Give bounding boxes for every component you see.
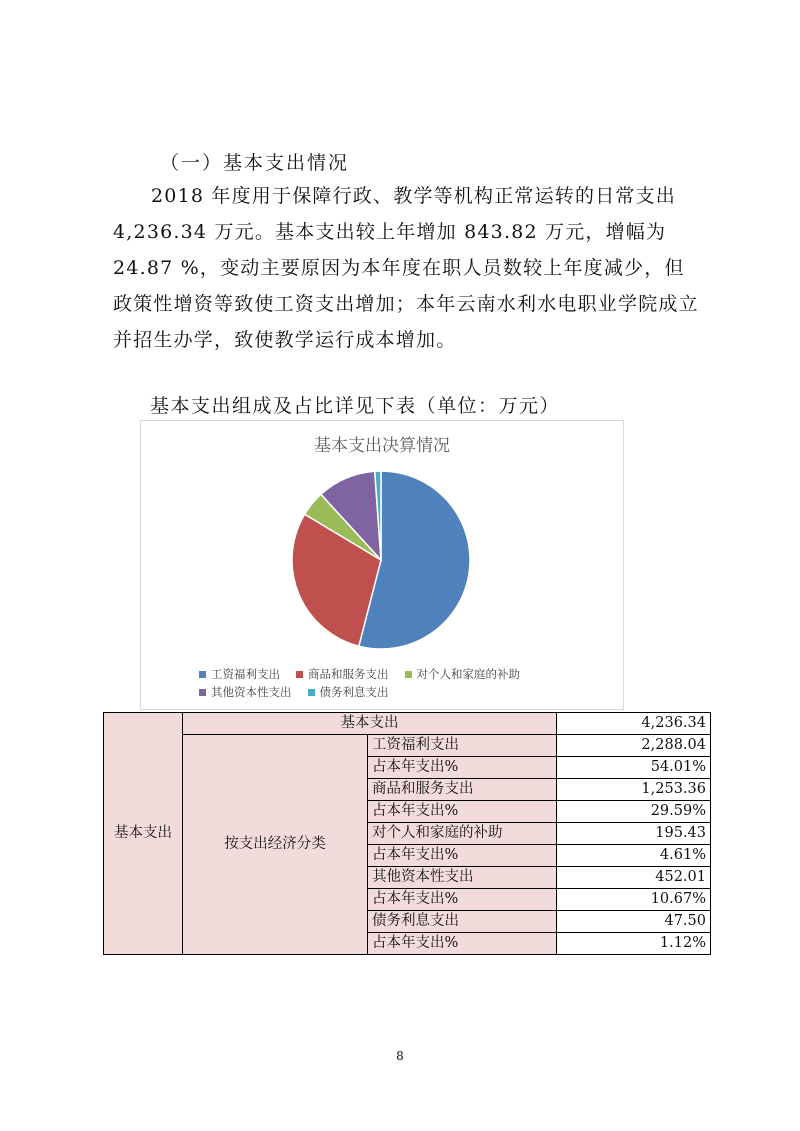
table-row xyxy=(104,735,711,757)
item-value-cell: 1,253.36 xyxy=(557,779,711,801)
total-value-cell: 4,236.34 xyxy=(557,713,711,735)
legend-swatch xyxy=(308,689,315,696)
item-label-cell: 债务利息支出 xyxy=(368,911,557,933)
item-value-cell: 10.67% xyxy=(557,889,711,911)
item-label-cell: 占本年支出% xyxy=(368,845,557,867)
item-value-cell: 4.61% xyxy=(557,845,711,867)
paragraph-text: 2018 年度用于保障行政、教学等机构正常运转的日常支出 4,236.34 万元。基本支出较上年增加 843.82 万元，增幅为 24.87 %，变动主要原因为本年度在职人员数较上年度减少，但政策性增资等致使工资支出增加；本年云南水利水电职业学院成立并招生办学，致使教学运行成本增加。 xyxy=(113,185,699,351)
legend-swatch xyxy=(199,689,206,696)
table-row xyxy=(104,713,711,735)
item-value-cell: 54.01% xyxy=(557,757,711,779)
item-value-cell: 1.12% xyxy=(557,933,711,955)
item-label-cell: 占本年支出% xyxy=(368,933,557,955)
chart-title: 基本支出决算情况 xyxy=(314,436,450,456)
item-label-cell: 占本年支出% xyxy=(368,757,557,779)
item-value-cell: 195.43 xyxy=(557,823,711,845)
item-label-cell: 其他资本性支出 xyxy=(368,867,557,889)
legend-item xyxy=(308,683,389,701)
table-caption: 基本支出组成及占比详见下表（单位：万元） xyxy=(150,395,561,417)
legend-swatch xyxy=(199,671,206,678)
item-value-cell: 2,288.04 xyxy=(557,735,711,757)
legend-item xyxy=(296,665,389,683)
row-header-cell: 基本支出 xyxy=(104,713,183,955)
page-number: 8 xyxy=(396,1049,404,1063)
item-label-cell: 工资福利支出 xyxy=(368,735,557,757)
legend-label: 商品和服务支出 xyxy=(308,667,389,681)
legend-item xyxy=(199,683,292,701)
section-heading: （一）基本支出情况 xyxy=(160,152,350,174)
legend-label: 债务利息支出 xyxy=(319,685,389,699)
item-value-cell: 452.01 xyxy=(557,867,711,889)
legend-label: 其他资本性支出 xyxy=(211,685,292,699)
legend-label: 工资福利支出 xyxy=(211,667,280,681)
legend-item xyxy=(199,665,280,683)
pie-chart xyxy=(140,420,624,710)
group-label-cell: 按支出经济分类 xyxy=(183,735,368,955)
chart-legend xyxy=(199,665,619,701)
item-label-cell: 占本年支出% xyxy=(368,889,557,911)
item-label-cell: 占本年支出% xyxy=(368,801,557,823)
item-label-cell: 商品和服务支出 xyxy=(368,779,557,801)
body-paragraph xyxy=(113,178,703,358)
total-label-cell: 基本支出 xyxy=(183,713,557,735)
expenditure-table xyxy=(103,712,711,955)
legend-swatch xyxy=(296,671,303,678)
item-label-cell: 对个人和家庭的补助 xyxy=(368,823,557,845)
legend-label: 对个人和家庭的补助 xyxy=(416,667,520,681)
legend-swatch xyxy=(405,671,412,678)
item-value-cell: 29.59% xyxy=(557,801,711,823)
item-value-cell: 47.50 xyxy=(557,911,711,933)
legend-item xyxy=(405,665,521,683)
